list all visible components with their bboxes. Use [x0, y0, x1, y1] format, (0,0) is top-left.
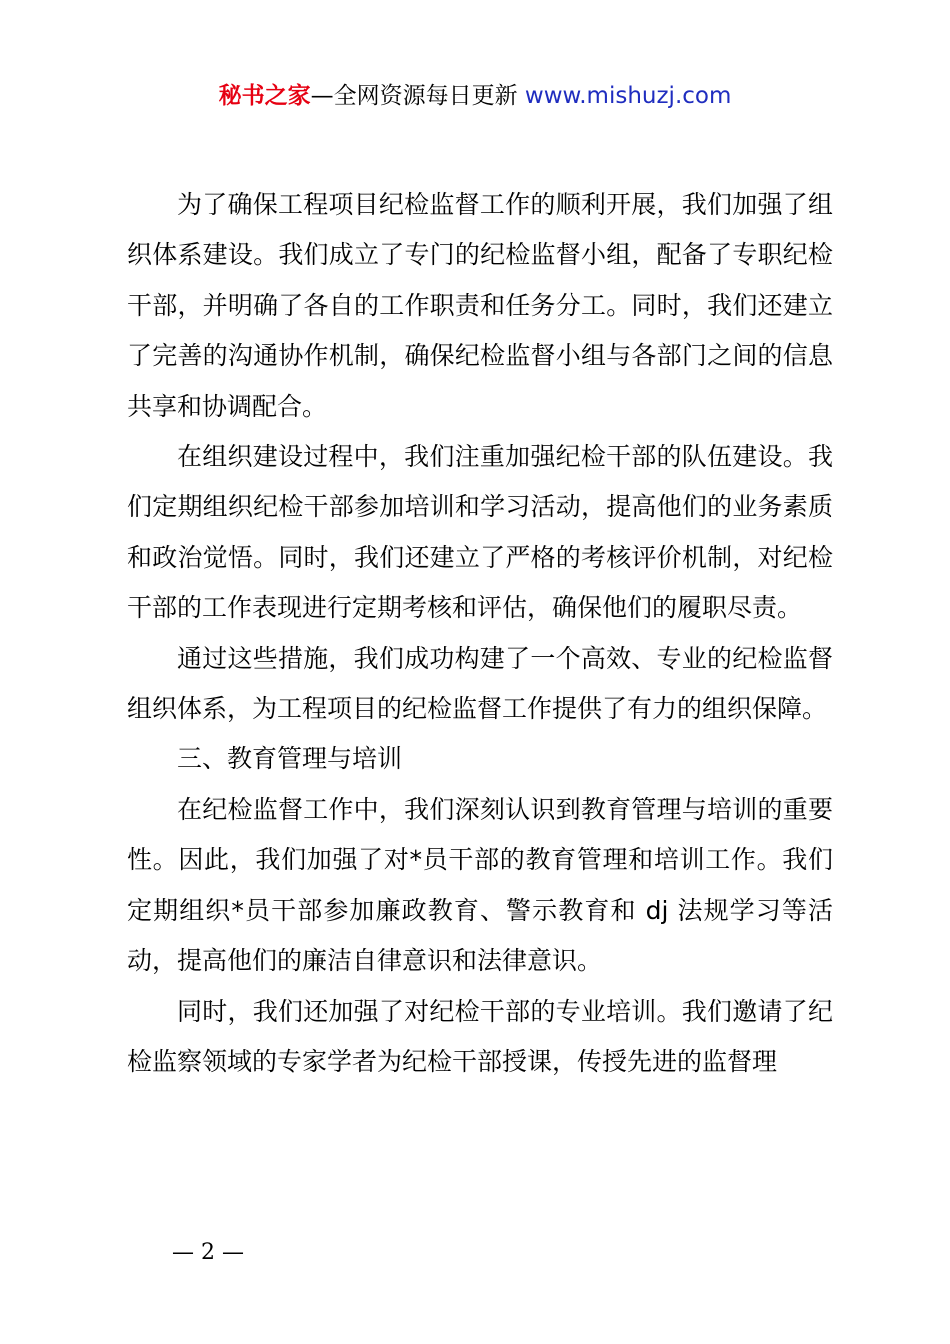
paragraph: 为了确保工程项目纪检监督工作的顺利开展，我们加强了组织体系建设。我们成立了专门的纪检监督小组，配备了专职纪检干部，并明确了各自的工作职责和任务分工。同时，我们还建立了完善的沟通协作机制，确保纪检监督小组与各部门之间的信息共享和协调配合。 — [127, 190, 833, 421]
paragraph: 在组织建设过程中，我们注重加强纪检干部的队伍建设。我们定期组织纪检干部参加培训和学习活动，提高他们的业务素质和政治觉悟。同时，我们还建立了严格的考核评价机制，对纪检干部的工作表现进行定期考核和评估，确保他们的履职尽责。 — [127, 442, 833, 623]
page-number: — 2 — — [172, 1240, 244, 1265]
document-body — [127, 180, 833, 1087]
paragraph: 同时，我们还加强了对纪检干部的专业培训。我们邀请了纪检监察领域的专家学者为纪检干部授课，传授先进的监督理 — [127, 996, 833, 1076]
site-brand: 秘书之家 — [218, 83, 311, 109]
paragraph: 在纪检监督工作中，我们深刻认识到教育管理与培训的重要性。因此，我们加强了对*员干部的教育管理和培训工作。我们定期组织*员干部参加廉政教育、警示教育和 dj 法规学习等活动，提高他们的廉洁自律意识和法律意识。 — [127, 794, 833, 976]
site-url: www.mishuzj.com — [524, 83, 732, 109]
page-header — [0, 80, 950, 112]
section-heading: 三、教育管理与培训 — [177, 744, 403, 774]
paragraph: 通过这些措施，我们成功构建了一个高效、专业的纪检监督组织体系，为工程项目的纪检监督工作提供了有力的组织保障。 — [127, 643, 833, 724]
site-tagline: —全网资源每日更新 — [310, 83, 518, 109]
